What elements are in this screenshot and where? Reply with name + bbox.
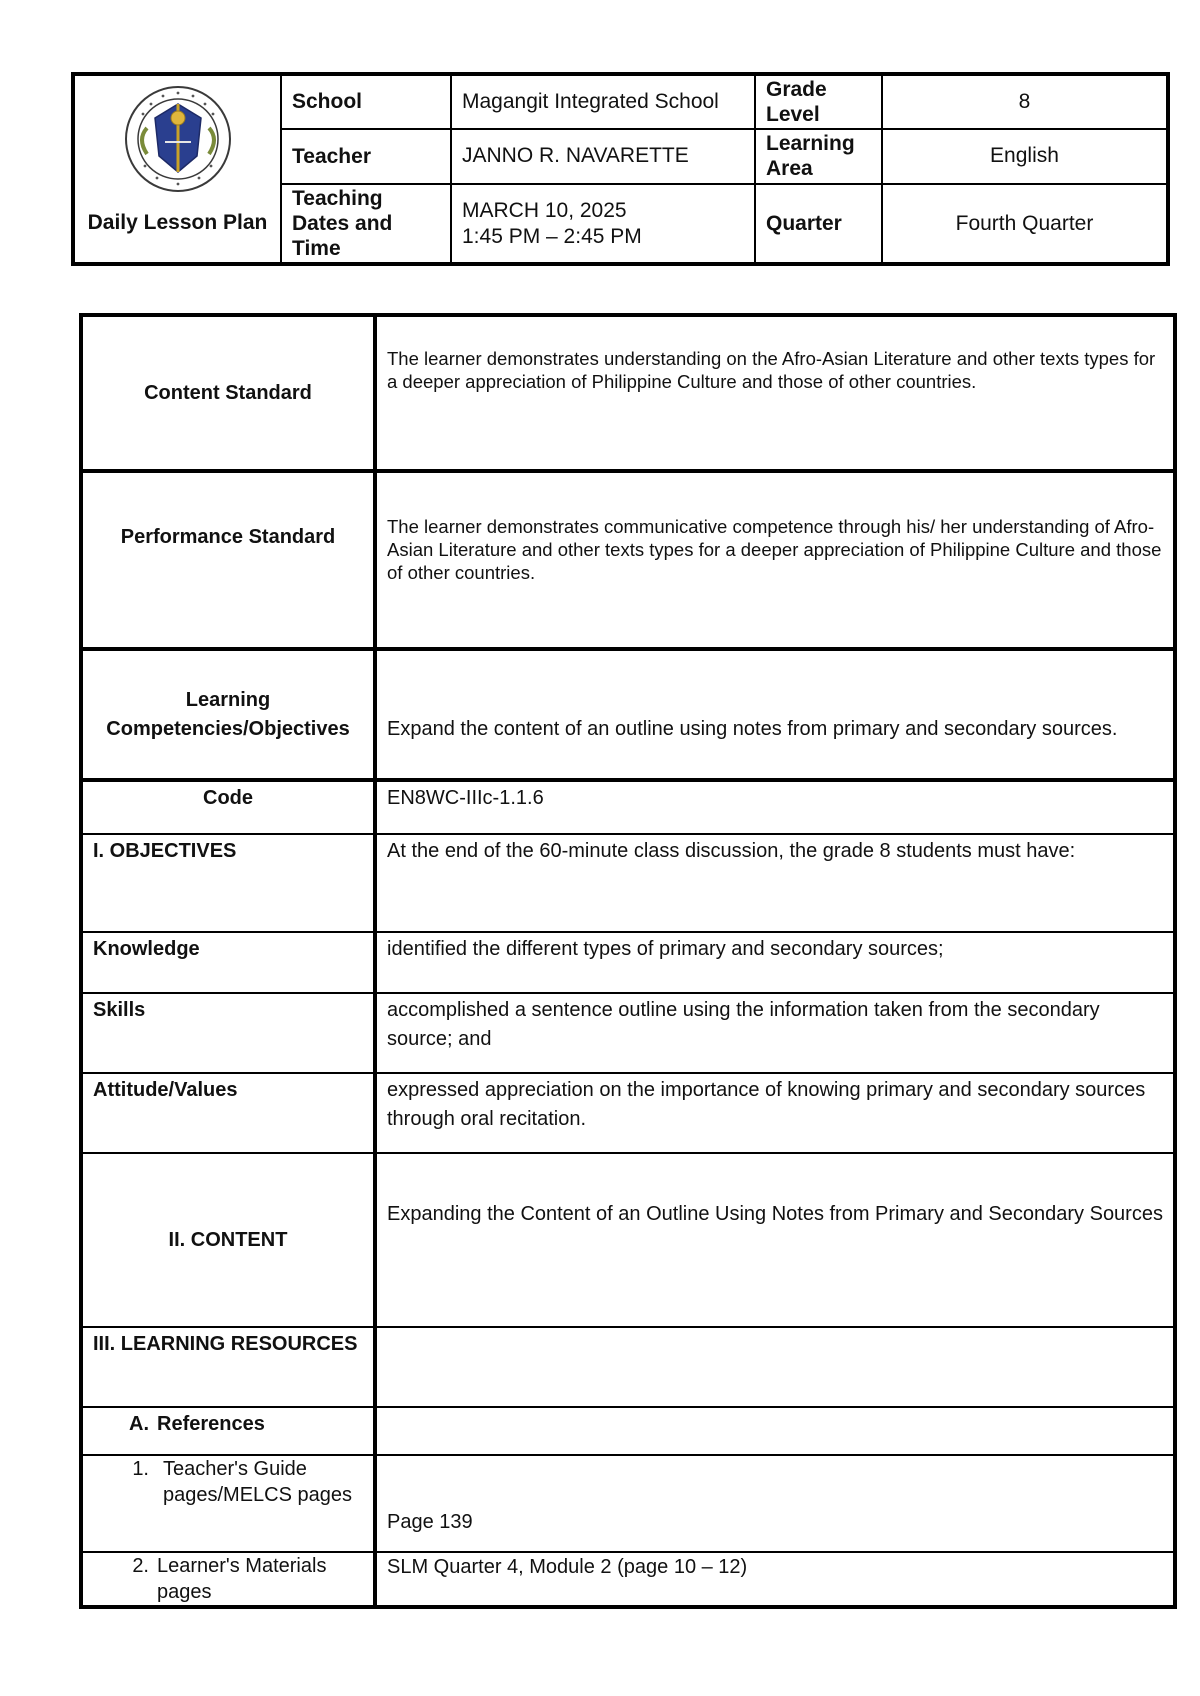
school-label: School: [281, 74, 451, 129]
attitude-label: Attitude/Values: [81, 1073, 375, 1153]
content-text: Expanding the Content of an Outline Using Notes from Primary and Secondary Sources: [375, 1153, 1175, 1327]
knowledge-text: identified the different types of primary and secondary sources;: [375, 932, 1175, 993]
content-label: II. CONTENT: [81, 1153, 375, 1327]
table-row: [81, 1327, 1175, 1407]
code-value: EN8WC-IIIc-1.1.6: [375, 780, 1175, 834]
skills-label: Skills: [81, 993, 375, 1073]
teacher-label: Teacher: [281, 129, 451, 185]
list-marker: 2.: [132, 1555, 149, 1577]
table-row: [81, 649, 1175, 780]
table-row: [81, 834, 1175, 932]
learning-area-value: English: [882, 129, 1168, 185]
plan-title: Daily Lesson Plan: [87, 211, 268, 234]
table-row: [81, 1455, 1175, 1552]
teachers-guide-label: 1. Teacher's Guide pages/MELCS pages: [81, 1455, 375, 1552]
teaching-date: MARCH 10, 2025: [462, 198, 627, 222]
content-standard-label: Content Standard: [81, 315, 375, 471]
competencies-text: Expand the content of an outline using notes from primary and secondary sources.: [375, 649, 1175, 780]
learners-materials-label: 2. Learner's Materials pages: [81, 1552, 375, 1607]
performance-standard-text: The learner demonstrates communicative competence through his/ her understanding of Afro-Asian Literature and other texts types for a deeper appreciation of Philippine Culture and those of other countries.: [387, 516, 1162, 583]
attitude-text: expressed appreciation on the importance of knowing primary and secondary sources through oral recitation.: [375, 1073, 1175, 1153]
header-table: [71, 72, 1170, 266]
table-row: [81, 993, 1175, 1073]
teacher-value: JANNO R. NAVARETTE: [451, 129, 755, 185]
knowledge-label: Knowledge: [81, 932, 375, 993]
teaching-dates-value: [451, 184, 755, 264]
teaching-time: 1:45 PM – 2:45 PM: [462, 224, 642, 248]
skills-text: accomplished a sentence outline using the information taken from the secondary source; and: [375, 993, 1175, 1073]
objectives-text: At the end of the 60-minute class discussion, the grade 8 students must have:: [375, 834, 1175, 932]
grade-level-value: 8: [882, 74, 1168, 129]
table-row: [81, 1073, 1175, 1153]
lesson-plan-table: [79, 313, 1177, 1609]
list-marker: A.: [129, 1413, 149, 1435]
objectives-label: I. OBJECTIVES: [81, 834, 375, 932]
learners-materials-value: SLM Quarter 4, Module 2 (page 10 – 12): [375, 1552, 1175, 1607]
school-value: Magangit Integrated School: [451, 74, 755, 129]
learning-resources-value: [375, 1327, 1175, 1407]
content-standard-text: The learner demonstrates understanding on the Afro-Asian Literature and other texts types for a deeper appreciation of Philippine Culture and those of other countries.: [387, 348, 1156, 392]
performance-standard-label: Performance Standard: [81, 471, 375, 649]
deped-seal-icon: [123, 84, 233, 194]
table-row: [81, 932, 1175, 993]
code-label: Code: [81, 780, 375, 834]
learning-resources-label: III. LEARNING RESOURCES: [81, 1327, 375, 1407]
list-marker: 1.: [132, 1458, 149, 1480]
grade-level-label: Grade Level: [755, 74, 882, 129]
table-row: [81, 780, 1175, 834]
table-row: [81, 1407, 1175, 1455]
teaching-dates-label: Teaching Dates and Time: [281, 184, 451, 264]
learning-area-label: Learning Area: [755, 129, 882, 185]
table-row: [81, 1153, 1175, 1327]
teachers-guide-value: Page 139: [375, 1455, 1175, 1552]
competencies-label: Learning Competencies/Objectives: [81, 649, 375, 780]
references-value: [375, 1407, 1175, 1455]
table-row: [81, 315, 1175, 471]
table-row: [81, 1552, 1175, 1607]
logo-cell: [73, 74, 281, 264]
table-row: [81, 471, 1175, 649]
references-label: A. References: [81, 1407, 375, 1455]
quarter-value: Fourth Quarter: [882, 184, 1168, 264]
quarter-label: Quarter: [755, 184, 882, 264]
